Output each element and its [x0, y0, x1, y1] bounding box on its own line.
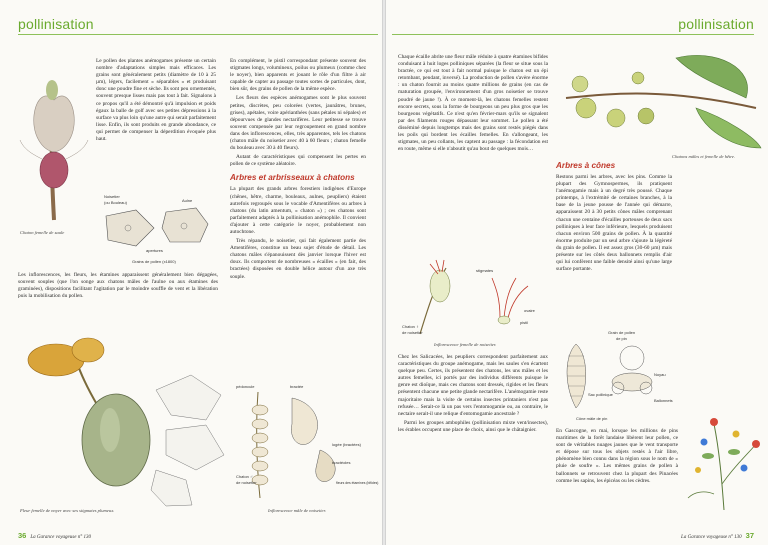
label-aulne: Aulne: [182, 198, 193, 203]
label-noyau: Noyau: [654, 372, 666, 377]
label-sac-pollinique: Sac pollinique: [588, 392, 613, 397]
label-grain-de-pollen: Grain de pollen: [608, 330, 636, 335]
flowering-plant-illustration: [684, 394, 764, 512]
column-2: [230, 58, 366, 283]
column-3-top: [398, 54, 548, 155]
label-fleurs: fleurs des étamines (bifides): [336, 481, 379, 485]
caption-beech: Chatons mâles et femelle de hêtre.: [672, 154, 736, 159]
label-pedoncule: pédoncule: [236, 384, 255, 389]
left-page: [0, 0, 382, 545]
section-title-cones: Arbres à cônes: [556, 161, 616, 170]
walnut-flower-illustration: [16, 330, 228, 510]
label-pistil: pistil: [520, 320, 529, 325]
page-header-left: pollinisation: [18, 16, 94, 32]
label-cone-male: Cône mâle de pin: [576, 416, 608, 421]
pollen-grains-diagram: [96, 188, 218, 266]
paragraph: Les fleurs des espèces anémogames sont le plus souvent petites, discrètes, peu colorées (vertes, jaunâtres, brunes, grises), apétales, voire apérianthées (sans pétales ni sépales) et dépourvues de glandes nectarifères. Leur petitesse se trouve souvent compensée par leur regroupement en grand nombre dans des inflorescences, elles, très apparentes, tels les chatons (chaton mâle du noisetier avec 40 à 60 fleurs ; chaton femelle du bouleau avec 30 à 40 fleurs).: [230, 95, 366, 152]
label-logee: logée (bractées): [332, 442, 361, 447]
caption-willow: Chaton femelle de saule: [20, 230, 65, 235]
paragraph: Restons parmi les arbres, avec les pins. Comme la plupart des Gymnospermes, ils pratiquent l'anémogamie mais à un degré très poussé. Chaque printemps, à l'extrémité de certaines branches, à la base de la jeune pousse de l'année qui démarre, apparaissent 20 à 30 petits cônes mâles comprenant chacun une centaine d'écailles porteuses de deux sacs polliniques à leur face inférieure, lesquels produisent chacun environ 500 grains de pollen. À la quantité énorme produite par un seul arbre s'ajoute la légèreté du grain de pollen. Il est assez gros (30-60 µm) mais présente sur les côtés deux ballonnets remplis d'air qui lui confèrent une faible densité ainsi qu'une large surface portante.: [556, 174, 672, 273]
magazine-name: La Garance voyageuse n° 130: [30, 535, 91, 540]
label-de-noisetier: de noisetier: [236, 480, 257, 485]
label-ballonnets: Ballonnets: [654, 398, 673, 403]
label-bractee: bractée: [290, 384, 304, 389]
label-chaton-f: Chaton ♀: [402, 324, 420, 329]
column-4-top: [556, 156, 672, 275]
page-header-right: pollinisation: [678, 16, 754, 32]
beech-catkins-illustration: [556, 38, 766, 156]
column-1-bottom: [18, 272, 218, 302]
label-noisetier: Noisetier: [104, 194, 120, 199]
label-ovaire: ovaire: [524, 308, 535, 313]
caption-walnut: Fleur femelle de noyer avec ses stigmates plumeux.: [20, 508, 115, 513]
paragraph: La plupart des grands arbres forestiers indigènes d'Europe (chênes, hêtre, charme, bouleaux, aulnes, peupliers) étaient autrefois regroupés sous le vocable d'Amentifères ou arbres à chatons (du latin amentum, « chaton ») ; ces chatons sont parfaitement adaptés à la pollinisation anémophile. Il convient d'ajouter à cette catégorie le noyer, probablement non autochtone.: [230, 186, 366, 235]
paragraph: En Gascogne, en mai, lorsque les millions de pins maritimes de la forêt landaise libèrent leur pollen, ce sont de véritables nuages jaunes que le vent transporte et dépose sur tous les objets restés à l'air libre, phénomène bien connu dans la région sous le nom de « pluie de soufre ». Les mêmes grains de pollen à ballonnets se retrouvent chez la plupart des Pinacées comme les sapins, les épicéas ou les cèdres.: [556, 428, 678, 484]
hazel-female-diagram: [400, 258, 548, 340]
right-page: [386, 0, 768, 545]
paragraph: En complément, le pistil correspondant présente souvent des stigmates longs, volumineux, poilus ou plumeux (comme chez le noyer), bien apparents et jouant le rôle d'un filtre à air capable de capter au passage toutes sortes de particules, dont, bien sûr, des grains de pollen de la même espèce.: [230, 58, 366, 93]
label-stigmates: stigmates: [476, 268, 494, 273]
label-de-noisetier-f: de noisetier: [402, 330, 423, 335]
label-bracteoles: bractéoles: [332, 460, 351, 465]
column-4-bottom: [556, 428, 678, 487]
footer-left: [18, 531, 91, 540]
page-number: 36: [18, 531, 27, 540]
paragraph: Chaque écaille abrite une fleur mâle réduite à quatre étamines bifides conduisant à huit loges polliniques séparées (la fleur se situe sous la bractée, ce qui est tout à fait normal puisque le chaton est un épi retombant, pendant, inversé). La production de pollen s'avère énorme : un chaton fournit au moins quatre millions de grains (en cas de maturation groupée, l'environnement d'un gros noisetier se trouve poudré de jaune !). À ce moment-là, les chatons femelles restent encore secrets, sous la forme de bourgeons un peu plus gros que les bourgeons végétatifs. Ce n'est qu'en février-mars qu'ils se signalent par des filaments rouges dépassant leur sommet. Le pollen a été disséminé depuis longtemps mais des grains sont restés piégés dans les poils qui bordent les écailles femelles. En s'allongeant, les stigmates, un peu collants, les captent au passage : la fécondation est en route, même si elle n'aboutit qu'au bout de quelques mois…: [398, 54, 548, 153]
hazel-male-catkin-diagram: [232, 380, 379, 506]
label-de-pin: de pin: [616, 336, 627, 341]
paragraph: Les inflorescences, les fleurs, les étamines apparaissent généralement bien dégagées, souvent souples (que l'on songe aux chatons mâles de l'aulne ou aux étamines des graminées), dispositions facilitant l'agitation par le moindre souffle de vent et la libération puis la mobilisation du pollen.: [18, 272, 218, 300]
section-title-chatons: Arbres et arbrisseaux à chatons: [230, 173, 355, 183]
footer-right: [681, 531, 754, 540]
paragraph: Autant de caractéristiques qui compensent les pertes en pollen de ce système aléatoire.: [230, 154, 366, 168]
caption-hazel-male: Inflorescence mâle de noisetier.: [268, 508, 326, 513]
caption-hazel-female: Inflorescence femelle de noisetier.: [434, 342, 497, 347]
column-3-bottom: [398, 354, 548, 436]
page-number: 37: [745, 531, 754, 540]
label-bouleau: (ou Bouleau): [104, 200, 127, 205]
paragraph: Le pollen des plantes anémogames présente un certain nombre d'adaptations simples mais efficaces. Les grains sont généralement petits (diamètre de 10 à 25 µm), légers, facilement « séparables » et produisant donc une poudre fine et sèche. Ils sont peu ornementés, souvent presque lisses mais pas tout à fait. Signalons à ce propos qu'il a été démontré qu'à impulsion et poids égaux la balle de golf avec ses petites dépressions à la surface va plus loin qu'une autre qui serait parfaitement lisse. Enfin, ils sont produits en grande abondance, ce qui permet de compenser la déperdition évoquée plus haut.: [96, 58, 216, 143]
label-chaton: Chaton ♂: [236, 474, 254, 479]
column-1-top: [96, 58, 216, 145]
header-rule-right: [392, 34, 754, 35]
paragraph: Très répandu, le noisetier, qui fait également partie des Amentifères, constitue un beau sujet d'étude de détail. Les chatons mâles s'épanouissent dès janvier lorsque l'hiver est doux. Ils comportent de nombreuses « écailles » (en fait, des bractées) disposées en double hélice autour d'un axe très souple.: [230, 238, 366, 280]
pollen-diagram-title: Grains de pollen (x1800): [132, 259, 176, 264]
willow-catkin-illustration: [14, 60, 94, 225]
paragraph: Parmi les groupes ambophiles (pollinisation mixte vent/insectes), les érables occupent une place de choix, ainsi que le châtaignier.: [398, 419, 548, 433]
header-rule-left: [18, 34, 378, 35]
paragraph: Chez les Salicacées, les peupliers correspondent parfaitement aux caractéristiques du groupe anémogame, mais les saules s'en écartent quelque peu. Certes, ils présentent des chatons, les uns mâles et les autres femelles, ici portés par des individus différents puisque le genre est dioïque, mais ces chatons sont dressés, rigides et les fleurs présentent chacune une petite glande nectarifère. L'anémogamie reste majoritaire mais la visite de certains insectes printaniers n'est pas refusée… Serait-ce là un pas vers l'entomogamie ou, au contraire, le nectaire serait-il une relique d'entomogamie ancestrale ?: [398, 354, 548, 417]
label-apertures: apertures: [146, 248, 163, 253]
pine-pollen-diagram: [556, 326, 682, 426]
magazine-name: La Garance voyageuse n° 130: [681, 535, 742, 540]
